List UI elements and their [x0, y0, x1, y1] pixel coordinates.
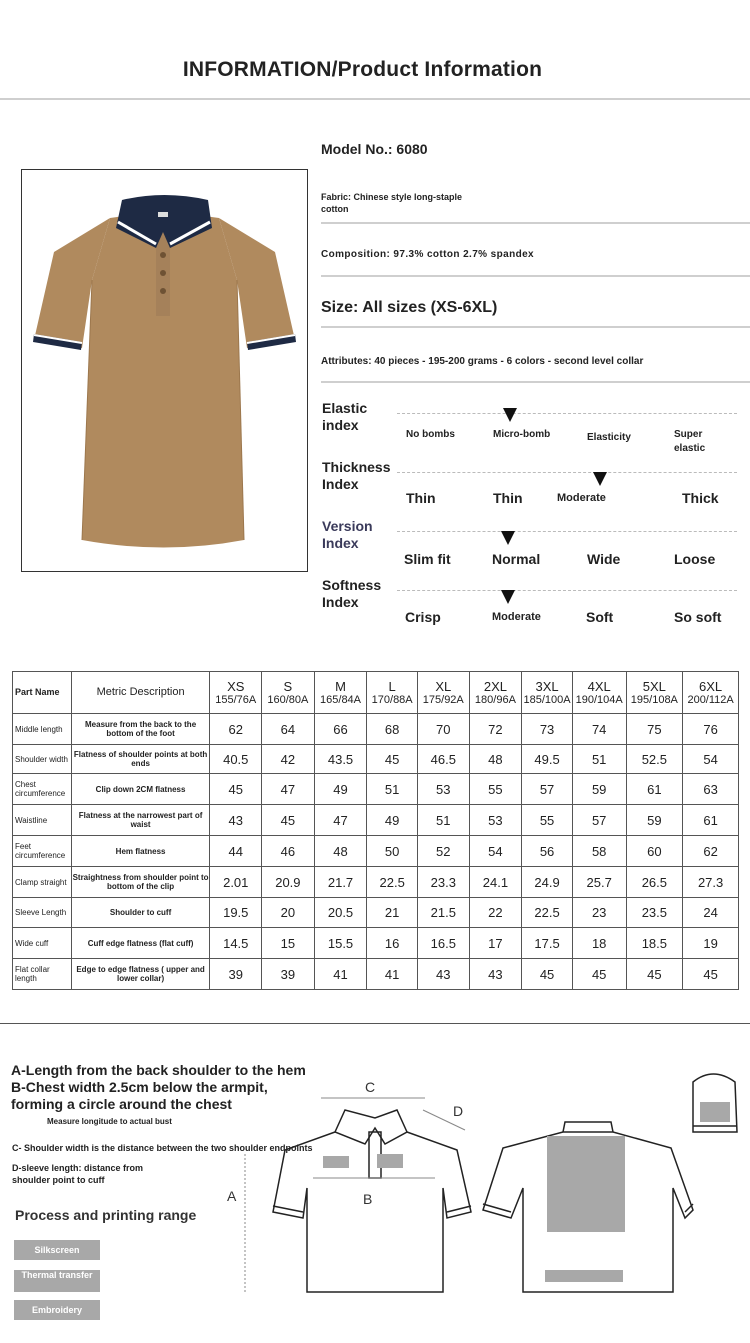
product-photo: [21, 169, 308, 572]
measurement-value-cell: 24.1: [469, 867, 522, 898]
metric-description-cell: Edge to edge flatness ( upper and lower collar): [71, 959, 210, 990]
part-name-cell: Flat collar length: [13, 959, 72, 990]
index-scale-line: [397, 531, 737, 532]
embroidery-badge: Embroidery: [14, 1300, 100, 1320]
measurement-value-cell: 21.7: [314, 867, 367, 898]
measurement-value-cell: 19.5: [210, 898, 262, 928]
back-collar: [563, 1122, 613, 1132]
measurement-value-cell: 46.5: [417, 745, 469, 774]
silkscreen-badge: Silkscreen: [14, 1240, 100, 1260]
button: [160, 252, 166, 258]
measurement-value-cell: 15.5: [314, 928, 367, 959]
measurement-value-cell: 53: [417, 774, 469, 805]
measurement-value-cell: 16.5: [417, 928, 469, 959]
printing-range-title: Process and printing range: [15, 1207, 197, 1223]
composition-text: Composition: 97.3% cotton 2.7% spandex: [321, 249, 535, 260]
thickness-option: Thick: [682, 490, 719, 506]
metric-description-cell: Measure from the back to the bottom of the foot: [71, 714, 210, 745]
measurement-value-cell: 48: [469, 745, 522, 774]
table-row: [13, 867, 739, 898]
measurement-value-cell: 60: [626, 836, 683, 867]
thickness-index-title: Thickness Index: [322, 459, 391, 492]
measurement-value-cell: 41: [314, 959, 367, 990]
measurement-value-cell: 64: [262, 714, 315, 745]
size-header: 5XL 195/108A: [626, 672, 683, 714]
measurement-value-cell: 42: [262, 745, 315, 774]
measurement-value-cell: 45: [683, 959, 739, 990]
softness-option: Moderate: [492, 611, 541, 623]
sleeve-description: D-sleeve length: distance from shoulder point to cuff: [12, 1163, 144, 1185]
measure-description: A-Length from the back shoulder to the hem B-Chest width 2.5cm below the armpit, forming a circle around the chest: [11, 1062, 306, 1112]
measurement-value-cell: 51: [572, 745, 626, 774]
part-name-cell: Shoulder width: [13, 745, 72, 774]
part-name-cell: Sleeve Length: [13, 898, 72, 928]
selected-marker-icon: [593, 472, 607, 486]
part-name-cell: Waistline: [13, 805, 72, 836]
print-area-back-hem: [545, 1270, 623, 1282]
size-header: 3XL 185/100A: [522, 672, 573, 714]
elastic-option: No bombs: [406, 429, 455, 440]
measurement-value-cell: 45: [367, 745, 418, 774]
measurement-value-cell: 22: [469, 898, 522, 928]
fabric-text: Fabric: Chinese style long-staple cotton: [321, 192, 463, 214]
measurement-value-cell: 18: [572, 928, 626, 959]
measurement-value-cell: 43.5: [314, 745, 367, 774]
table-row: [13, 898, 739, 928]
measurement-value-cell: 54: [469, 836, 522, 867]
size-header: XS 155/76A: [210, 672, 262, 714]
size-header: M 165/84A: [314, 672, 367, 714]
measurement-value-cell: 45: [210, 774, 262, 805]
selected-marker-icon: [501, 531, 515, 545]
label-tag: [158, 212, 168, 217]
version-index-title: Version Index: [322, 518, 373, 551]
measurement-value-cell: 39: [262, 959, 315, 990]
measurement-value-cell: 70: [417, 714, 469, 745]
measurement-diagram: [225, 1070, 750, 1340]
metric-description-cell: Hem flatness: [71, 836, 210, 867]
version-option: Normal: [492, 551, 541, 567]
label-c: C: [365, 1079, 376, 1095]
table-row: [13, 959, 739, 990]
measurement-value-cell: 54: [683, 745, 739, 774]
size-text: Size: All sizes (XS-6XL): [321, 299, 498, 316]
size-header: 2XL 180/96A: [469, 672, 522, 714]
size-table-body: [13, 714, 739, 990]
measurement-value-cell: 52.5: [626, 745, 683, 774]
measurement-value-cell: 43: [469, 959, 522, 990]
measurement-value-cell: 19: [683, 928, 739, 959]
measure-note: Measure longitude to actual bust: [47, 1117, 172, 1126]
measurement-value-cell: 68: [367, 714, 418, 745]
softness-option: Crisp: [405, 609, 441, 625]
measurement-value-cell: 45: [572, 959, 626, 990]
metric-description-cell: Flatness of shoulder points at both ends: [71, 745, 210, 774]
metric-header: Metric Description: [71, 672, 210, 714]
print-area-chest-left: [323, 1156, 349, 1168]
measurement-value-cell: 15: [262, 928, 315, 959]
measurement-value-cell: 22.5: [522, 898, 573, 928]
measurement-value-cell: 74: [572, 714, 626, 745]
section-divider: [0, 1023, 750, 1024]
measurement-value-cell: 59: [572, 774, 626, 805]
measurement-value-cell: 47: [314, 805, 367, 836]
metric-description-cell: Straightness from shoulder point to bottom of the clip: [71, 867, 210, 898]
print-area-back: [547, 1136, 625, 1232]
measurement-value-cell: 20.5: [314, 898, 367, 928]
label-d: D: [453, 1103, 464, 1119]
measurement-value-cell: 57: [522, 774, 573, 805]
part-name-cell: Feet circumference: [13, 836, 72, 867]
measurement-value-cell: 58: [572, 836, 626, 867]
metric-description-cell: Cuff edge flatness (flat cuff): [71, 928, 210, 959]
title-divider: [0, 98, 750, 100]
shoulder-description: C- Shoulder width is the distance between the two shoulder endpoints: [12, 1143, 313, 1153]
size-header: XL 175/92A: [417, 672, 469, 714]
measurement-value-cell: 23.5: [626, 898, 683, 928]
size-header: L 170/88A: [367, 672, 418, 714]
table-row: [13, 928, 739, 959]
measurement-value-cell: 20: [262, 898, 315, 928]
index-scale-line: [397, 472, 737, 473]
thickness-option: Thin: [493, 490, 523, 506]
softness-option: So soft: [674, 609, 722, 625]
table-row: [13, 836, 739, 867]
spec-divider: [321, 275, 750, 277]
measurement-value-cell: 21: [367, 898, 418, 928]
softness-index-title: Softness Index: [322, 577, 382, 610]
measurement-value-cell: 23.3: [417, 867, 469, 898]
model-number: Model No.: 6080: [321, 141, 428, 157]
version-option: Loose: [674, 551, 716, 567]
metric-description-cell: Flatness at the narrowest part of waist: [71, 805, 210, 836]
part-name-cell: Chest circumference: [13, 774, 72, 805]
measurement-value-cell: 49: [314, 774, 367, 805]
table-row: [13, 745, 739, 774]
table-row: [13, 805, 739, 836]
measurement-value-cell: 45: [626, 959, 683, 990]
version-option: Wide: [587, 551, 621, 567]
elastic-index-title: Elastic index: [322, 400, 368, 433]
measurement-value-cell: 62: [683, 836, 739, 867]
softness-option: Soft: [586, 609, 614, 625]
measurement-value-cell: 51: [417, 805, 469, 836]
spec-divider: [321, 326, 750, 328]
part-name-cell: Wide cuff: [13, 928, 72, 959]
measurement-value-cell: 57: [572, 805, 626, 836]
measurement-value-cell: 21.5: [417, 898, 469, 928]
index-scale-line: [397, 413, 737, 414]
thickness-option: Moderate: [557, 492, 606, 504]
table-row: [13, 774, 739, 805]
measurement-value-cell: 55: [469, 774, 522, 805]
elastic-option: Micro-bomb: [493, 429, 551, 440]
measurement-value-cell: 48: [314, 836, 367, 867]
elastic-option: Elasticity: [587, 432, 631, 443]
measurement-value-cell: 47: [262, 774, 315, 805]
measurement-value-cell: 46: [262, 836, 315, 867]
front-collar: [335, 1110, 407, 1144]
part-name-cell: Middle length: [13, 714, 72, 745]
measurement-value-cell: 63: [683, 774, 739, 805]
measurement-value-cell: 23: [572, 898, 626, 928]
page-title: INFORMATION/Product Information: [182, 58, 543, 81]
measurement-value-cell: 2.01: [210, 867, 262, 898]
measurement-value-cell: 49.5: [522, 745, 573, 774]
measurement-value-cell: 16: [367, 928, 418, 959]
measurement-value-cell: 50: [367, 836, 418, 867]
spec-divider: [321, 222, 750, 224]
size-header: 4XL 190/104A: [572, 672, 626, 714]
attributes-text: Attributes: 40 pieces - 195-200 grams - 6 colors - second level collar: [321, 356, 644, 367]
measurement-value-cell: 51: [367, 774, 418, 805]
part-name-cell: Clamp straight: [13, 867, 72, 898]
print-area-chest-right: [377, 1154, 403, 1168]
label-a: A: [227, 1188, 237, 1204]
measurement-value-cell: 24.9: [522, 867, 573, 898]
measurement-value-cell: 26.5: [626, 867, 683, 898]
label-b: B: [363, 1191, 373, 1207]
print-area-hat: [700, 1102, 730, 1122]
measurement-value-cell: 76: [683, 714, 739, 745]
measurement-value-cell: 61: [683, 805, 739, 836]
measurement-value-cell: 45: [522, 959, 573, 990]
measurement-value-cell: 53: [469, 805, 522, 836]
version-option: Slim fit: [404, 551, 451, 567]
selected-marker-icon: [503, 408, 517, 422]
measurement-value-cell: 45: [262, 805, 315, 836]
button: [160, 270, 166, 276]
measurement-value-cell: 62: [210, 714, 262, 745]
table-row: [13, 714, 739, 745]
selected-marker-icon: [501, 590, 515, 604]
measurement-value-cell: 44: [210, 836, 262, 867]
measurement-value-cell: 73: [522, 714, 573, 745]
measurement-value-cell: 39: [210, 959, 262, 990]
size-header: 6XL 200/112A: [683, 672, 739, 714]
measurement-value-cell: 49: [367, 805, 418, 836]
table-header-row: [13, 672, 739, 714]
measurement-value-cell: 61: [626, 774, 683, 805]
measurement-value-cell: 56: [522, 836, 573, 867]
measurement-value-cell: 52: [417, 836, 469, 867]
measurement-value-cell: 14.5: [210, 928, 262, 959]
measurement-value-cell: 43: [210, 805, 262, 836]
thickness-option: Thin: [406, 490, 436, 506]
metric-description-cell: Shoulder to cuff: [71, 898, 210, 928]
measurement-value-cell: 18.5: [626, 928, 683, 959]
measurement-value-cell: 41: [367, 959, 418, 990]
measurement-value-cell: 27.3: [683, 867, 739, 898]
polo-shirt-image: [22, 170, 307, 571]
elastic-option: Super elastic: [674, 429, 706, 454]
measurement-value-cell: 72: [469, 714, 522, 745]
metric-description-cell: Clip down 2CM flatness: [71, 774, 210, 805]
spec-divider: [321, 381, 750, 383]
index-scale-line: [397, 590, 737, 591]
size-header: S 160/80A: [262, 672, 315, 714]
measurement-value-cell: 40.5: [210, 745, 262, 774]
measurement-value-cell: 43: [417, 959, 469, 990]
measurement-value-cell: 20.9: [262, 867, 315, 898]
measurement-value-cell: 25.7: [572, 867, 626, 898]
part-name-header: Part Name: [13, 672, 72, 714]
measurement-value-cell: 59: [626, 805, 683, 836]
measurement-value-cell: 66: [314, 714, 367, 745]
measurement-value-cell: 24: [683, 898, 739, 928]
measurement-value-cell: 55: [522, 805, 573, 836]
measurement-value-cell: 17.5: [522, 928, 573, 959]
size-chart-table: [12, 671, 739, 990]
button: [160, 288, 166, 294]
thermal-transfer-badge: Thermal transfer: [14, 1270, 100, 1292]
measurement-value-cell: 22.5: [367, 867, 418, 898]
measurement-value-cell: 75: [626, 714, 683, 745]
measurement-value-cell: 17: [469, 928, 522, 959]
